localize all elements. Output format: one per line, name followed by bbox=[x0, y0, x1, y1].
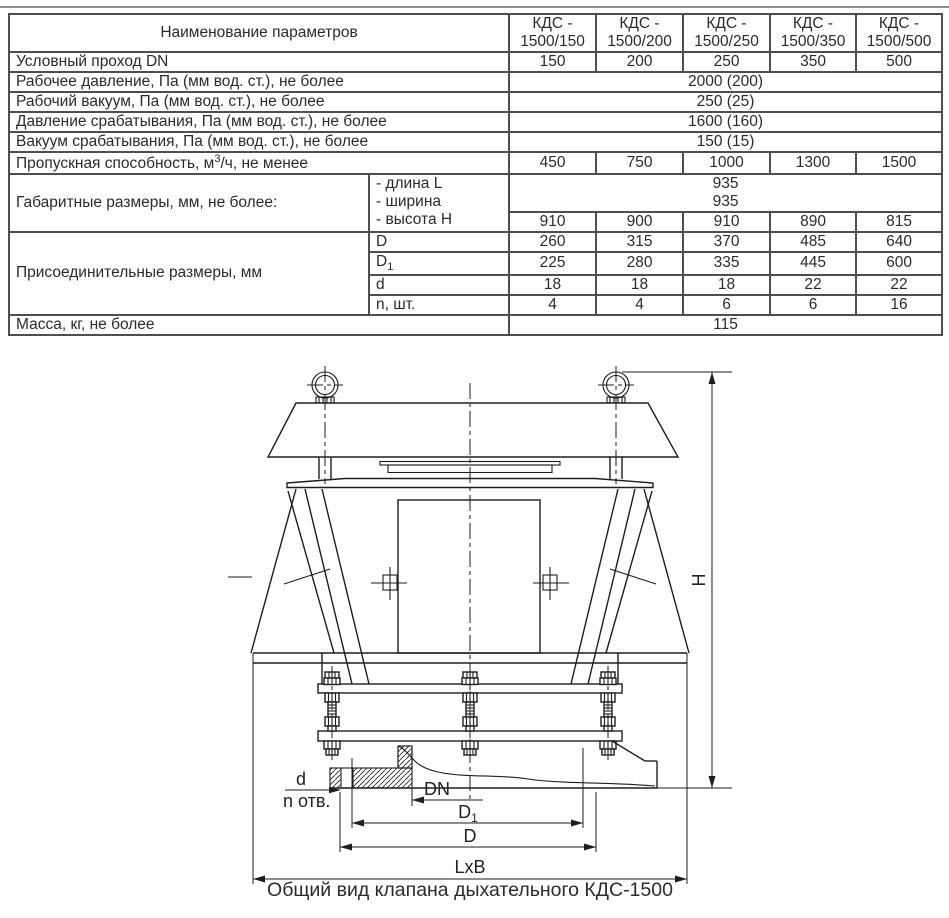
value-cell: 600 bbox=[856, 252, 942, 275]
d1-main: D bbox=[376, 252, 388, 270]
drawing-caption: Общий вид клапана дыхательного КДС-1500 bbox=[267, 879, 673, 901]
value-cell: 22 bbox=[856, 275, 942, 295]
value-cell: 6 bbox=[770, 295, 856, 315]
param-label: Рабочий вакуум, Па (мм вод. ст.), не более bbox=[9, 92, 509, 112]
dim-d-outer bbox=[340, 792, 596, 852]
value-cell: 18 bbox=[596, 275, 683, 295]
value-cell: 1300 bbox=[770, 152, 856, 174]
model-header: КДС - 1500/200 bbox=[596, 14, 683, 52]
value-cell: 250 (25) bbox=[509, 92, 942, 112]
sub-param-label: D bbox=[369, 232, 509, 252]
value-cell: 1500 bbox=[856, 152, 942, 174]
model-header: КДС - 1500/350 bbox=[770, 14, 856, 52]
value-cell: 2000 (200) bbox=[509, 72, 942, 92]
value-cell: 260 bbox=[509, 232, 596, 252]
sub-param-line: - длина L bbox=[376, 174, 443, 192]
value-cell: 450 bbox=[509, 152, 596, 174]
dim-label-d: d bbox=[295, 769, 307, 789]
value-cell: 750 bbox=[596, 152, 683, 174]
value-cell: 315 bbox=[596, 232, 683, 252]
value-cell: 22 bbox=[770, 275, 856, 295]
dim-label-n-holes: n отв. bbox=[283, 791, 331, 811]
value-cell: 890 bbox=[770, 212, 856, 232]
value-cell: 115 bbox=[509, 315, 942, 335]
value-cell: 485 bbox=[770, 232, 856, 252]
side-bolt-left bbox=[371, 567, 407, 600]
dim-label-d-outer: D bbox=[463, 826, 477, 846]
value-cell: 815 bbox=[856, 212, 942, 232]
dim-label-dn: DN bbox=[424, 779, 450, 799]
central-screen-box bbox=[398, 500, 540, 653]
support-legs bbox=[228, 489, 689, 684]
value-cell: 900 bbox=[596, 212, 683, 232]
param-label: Присоединительные размеры, мм bbox=[9, 232, 369, 315]
value-cell: 18 bbox=[509, 275, 596, 295]
model-header: КДС - 1500/500 bbox=[856, 14, 942, 52]
value-cell: 1000 bbox=[683, 152, 770, 174]
flange-bolt bbox=[600, 666, 616, 760]
value-cell: 4 bbox=[596, 295, 683, 315]
value-cell: 370 bbox=[683, 232, 770, 252]
capacity-label-pre: Пропускная способность, м bbox=[16, 155, 215, 172]
param-label: Рабочее давление, Па (мм вод. ст.), не более bbox=[9, 72, 509, 92]
value-cell: 335 bbox=[683, 252, 770, 275]
capacity-label-sup: 3 bbox=[214, 152, 221, 165]
sub-param-label: n, шт. bbox=[369, 295, 509, 315]
model-header: КДС - 1500/250 bbox=[683, 14, 770, 52]
value-cell: 6 bbox=[683, 295, 770, 315]
model-header: КДС - 1500/150 bbox=[509, 14, 596, 52]
param-header-cell: Наименование параметров bbox=[9, 14, 509, 52]
param-label: Вакуум срабатывания, Па (мм вод. ст.), не более bbox=[9, 132, 509, 152]
value-cell: 350 bbox=[770, 52, 856, 72]
value-cell: 225 bbox=[509, 252, 596, 275]
dim-dn bbox=[412, 756, 483, 806]
d1-sub: 1 bbox=[387, 261, 394, 274]
value-cell: 445 bbox=[770, 252, 856, 275]
capacity-label-post: /ч, не менее bbox=[220, 155, 309, 172]
param-label: Условный проход DN bbox=[9, 52, 509, 72]
dim-label-d1: $D_1$ bbox=[458, 802, 478, 825]
value-line: 935 bbox=[712, 174, 739, 192]
value-cell: 1600 (160) bbox=[509, 112, 942, 132]
param-label: Габаритные размеры, мм, не более: bbox=[9, 174, 369, 232]
value-cell: 500 bbox=[856, 52, 942, 72]
value-cell: 150 bbox=[509, 52, 596, 72]
param-label: Давление срабатывания, Па (мм вод. ст.), не более bbox=[9, 112, 509, 132]
value-cell: 200 bbox=[596, 52, 683, 72]
value-cell: 640 bbox=[856, 232, 942, 252]
value-cell: 150 (15) bbox=[509, 132, 942, 152]
dim-label-lxb: LxB bbox=[454, 857, 486, 877]
flange-bolt bbox=[324, 666, 340, 760]
value-cell: 4 bbox=[509, 295, 596, 315]
value-line: 935 bbox=[712, 192, 739, 210]
sub-param-line: - высота H bbox=[376, 210, 453, 228]
value-cell: 16 bbox=[856, 295, 942, 315]
value-cell: 250 bbox=[683, 52, 770, 72]
value-cell: 280 bbox=[596, 252, 683, 275]
dim-label-h: H bbox=[689, 573, 709, 587]
value-cell: 910 bbox=[509, 212, 596, 232]
side-bolt-right bbox=[533, 567, 569, 600]
sub-param-line: - ширина bbox=[376, 192, 442, 210]
value-cell: 18 bbox=[683, 275, 770, 295]
sub-param-label: d bbox=[369, 275, 509, 295]
value-cell: 910 bbox=[683, 212, 770, 232]
param-label: Масса, кг, не более bbox=[9, 315, 509, 335]
